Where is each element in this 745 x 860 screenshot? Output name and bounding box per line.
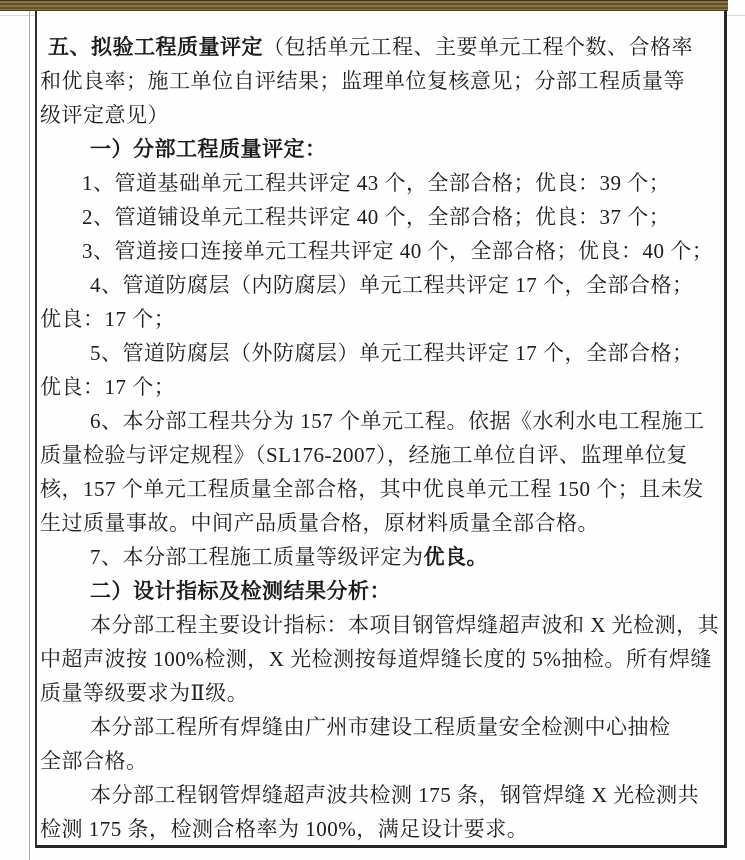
body-text: 7、本分部工程施工质量等级评定为 [90,545,424,569]
body-text: 核，157 个单元工程质量全部合格，其中优良单元工程 150 个；且未发 [40,477,704,501]
text-line [40,302,716,336]
body-text: （包括单元工程、主要单元工程个数、合格率 [263,35,693,59]
text-line [40,472,716,506]
decorative-top-bar [0,0,728,11]
text-line [40,506,716,540]
text-line [40,64,716,98]
body-text: 全部合格。 [40,749,148,773]
text-line [40,438,716,472]
body-text: 6、本分部工程共分为 157 个单元工程。依据《水利水电工程施工 [90,409,705,433]
text-line [40,132,716,166]
body-text: 本分部工程钢管焊缝超声波共检测 175 条，钢管焊缝 X 光检测共 [90,783,700,807]
text-line [40,540,716,574]
body-text: 3、管道接口连接单元工程共评定 40 个，全部合格；优良：40 个； [82,239,714,263]
body-text: 本分部工程所有焊缝由广州市建设工程质量安全检测中心抽检 [90,715,671,739]
body-text: 优良：17 个； [40,375,176,399]
body-text: 5、管道防腐层（外防腐层）单元工程共评定 17 个，全部合格； [90,341,694,365]
text-line [40,370,716,404]
table-left-rule [29,11,30,860]
text-line [40,676,716,710]
body-text: 4、管道防腐层（内防腐层）单元工程共评定 17 个，全部合格； [90,273,694,297]
text-line [40,234,716,268]
text-line [40,812,716,846]
body-text: 生过质量事故。中间产品质量合格，原材料质量全部合格。 [40,511,599,535]
text-line [40,404,716,438]
body-text: 质量检验与评定规程》（SL176-2007），经施工单位自评、监理单位复 [40,443,688,467]
body-text: 1、管道基础单元工程共评定 43 个，全部合格；优良：39 个； [82,171,671,195]
document-text [40,30,720,846]
text-line [40,200,716,234]
text-line [40,642,716,676]
text-line [40,98,716,132]
text-line [40,710,716,744]
body-text: 级评定意见） [40,103,169,127]
text-line [40,574,716,608]
body-text: 中超声波按 100%检测，X 光检测按每道焊缝长度的 5%抽检。所有焊缝 [40,647,712,671]
bold-text: 一）分部工程质量评定： [90,138,327,161]
body-text: 质量等级要求为Ⅱ级。 [40,681,249,705]
text-line [40,608,720,642]
bold-text: 二）设计指标及检测结果分析： [90,580,391,603]
body-text: 优良：17 个； [40,307,176,331]
document-content-box [35,11,727,848]
body-text: 检测 175 条，检测合格率为 100%，满足设计要求。 [40,817,529,841]
text-line [40,166,716,200]
body-text: 和优良率；施工单位自评结果；监理单位复核意见；分部工程质量等 [40,69,685,93]
text-line [40,30,716,64]
text-line [40,268,716,302]
text-line [40,744,716,778]
text-line [40,336,716,370]
bold-text: 优良。 [423,546,488,569]
text-line [40,778,716,812]
body-text: 2、管道铺设单元工程共评定 40 个，全部合格；优良：37 个； [82,205,671,229]
body-text: 本分部工程主要设计指标：本项目钢管焊缝超声波和 X 光检测，其 [90,613,720,637]
bold-text: 五、拟验工程质量评定 [48,36,263,59]
